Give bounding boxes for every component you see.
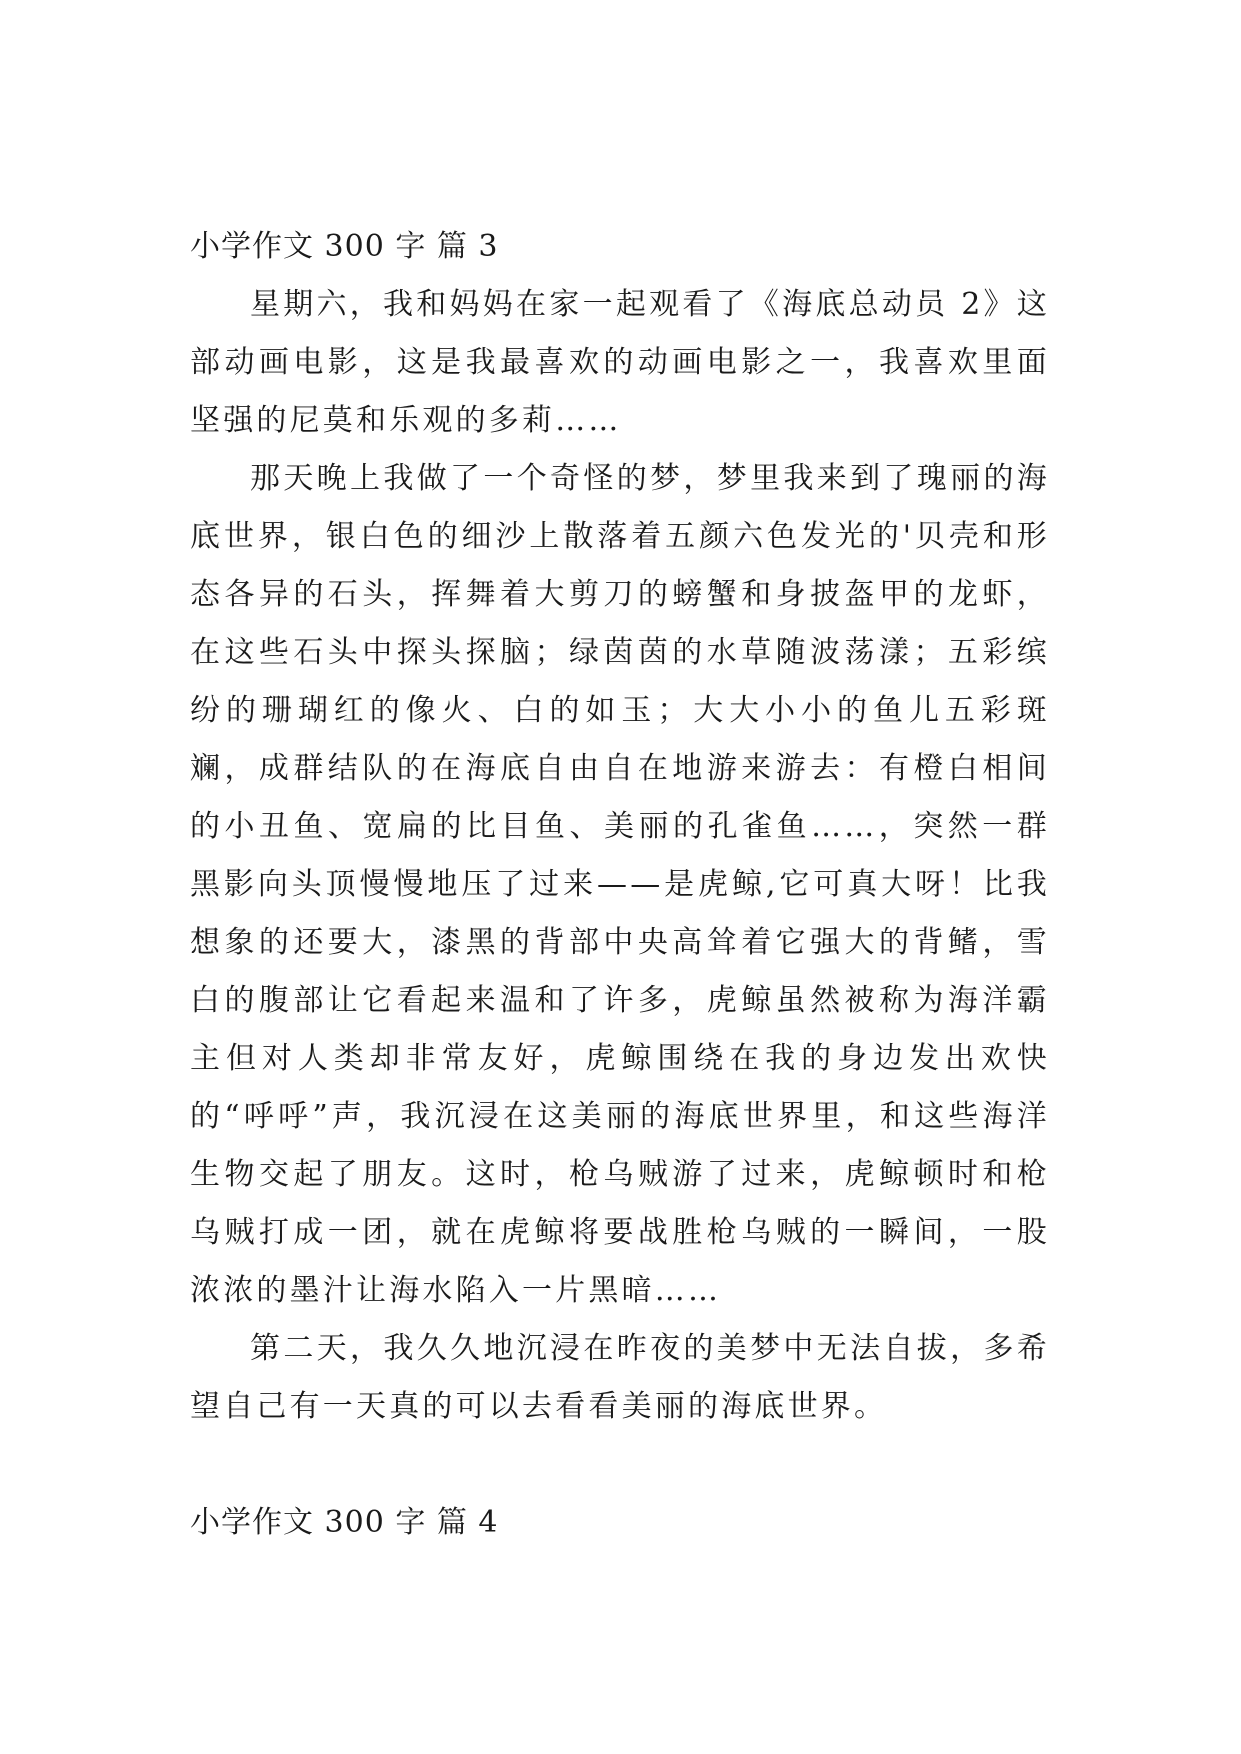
paragraph-3: 第二天，我久久地沉浸在昨夜的美梦中无法自拔，多希望自己有一天真的可以去看看美丽的海底世界。 <box>190 1331 1050 1424</box>
essay-title-4: 小学作文 300 字 篇 4 <box>190 1505 499 1540</box>
paragraph-1: 星期六，我和妈妈在家一起观看了《海底总动员 2》这部动画电影，这是我最喜欢的动画电影之一，我喜欢里面坚强的尼莫和乐观的多莉…… <box>190 287 1050 438</box>
paragraph-2: 那天晚上我做了一个奇怪的梦，梦里我来到了瑰丽的海底世界，银白色的细沙上散落着五颜六色发光的'贝壳和形态各异的石头，挥舞着大剪刀的螃蟹和身披盔甲的龙虾，在这些石头中探头探脑；绿茵茵的水草随波荡漾；五彩缤纷的珊瑚红的像火、白的如玉；大大小小的鱼儿五彩斑斓，成群结队的在海底自由自在地游来游去：有橙白相间的小丑鱼、宽扁的比目鱼、美丽的孔雀鱼……，突然一群黑影向头顶慢慢地压了过来——是虎鲸,它可真大呀！比我想象的还要大，漆黑的背部中央高耸着它强大的背鳍，雪白的腹部让它看起来温和了许多，虎鲸虽然被称为海洋霸主但对人类却非常友好，虎鲸围绕在我的身边发出欢快的“呼呼”声，我沉浸在这美丽的海底世界里，和这些海洋生物交起了朋友。这时，枪乌贼游了过来，虎鲸顿时和枪乌贼打成一团，就在虎鲸将要战胜枪乌贼的一瞬间，一股浓浓的墨汁让海水陷入一片黑暗…… <box>190 461 1050 1308</box>
essay-title-3: 小学作文 300 字 篇 3 <box>190 229 499 264</box>
document-body <box>190 218 1050 1552</box>
